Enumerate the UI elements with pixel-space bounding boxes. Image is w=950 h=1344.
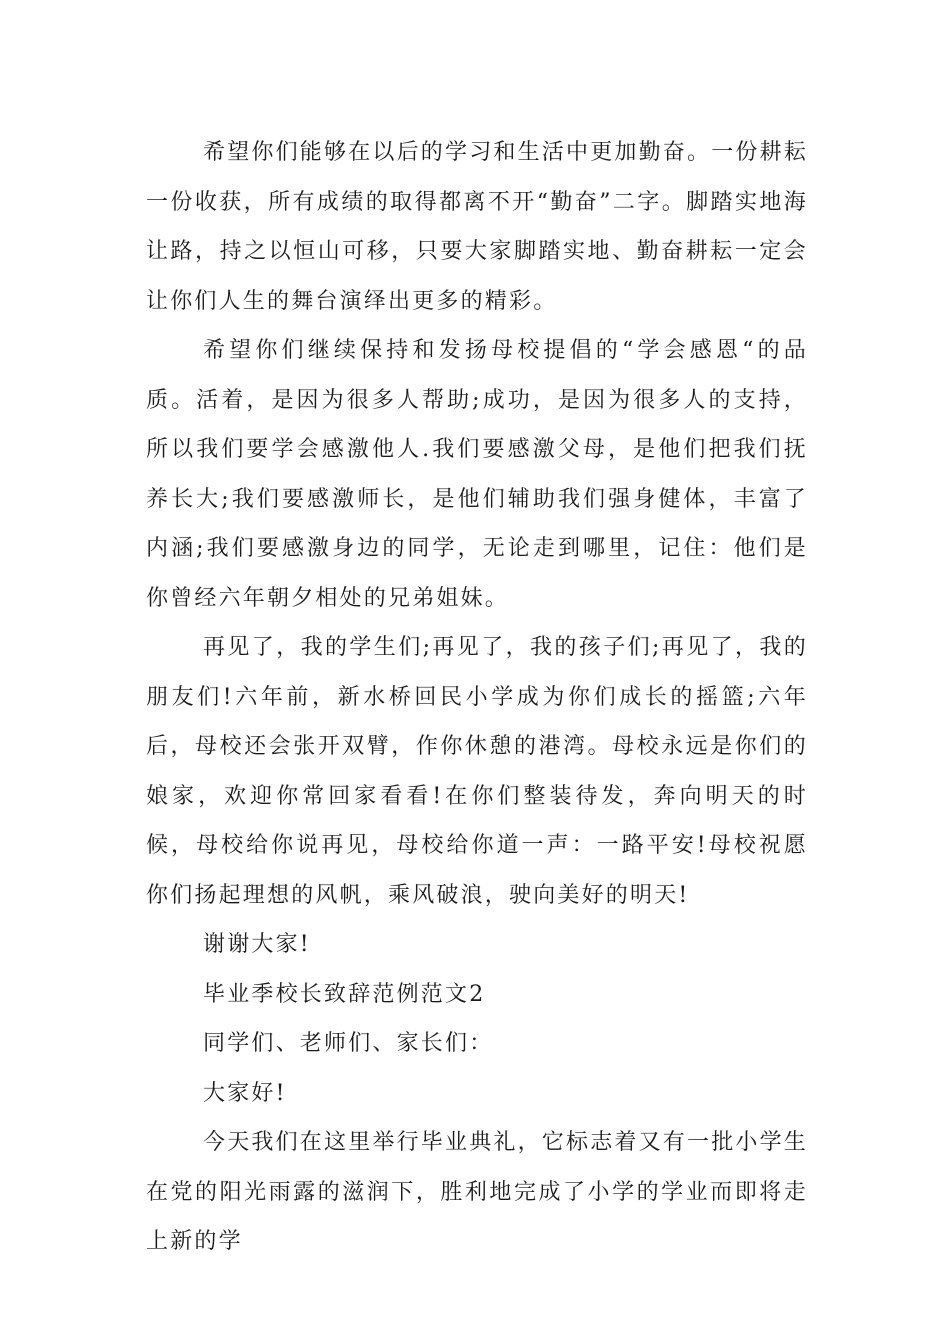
paragraph-diligence: 希望你们能够在以后的学习和生活中更加勤奋。一份耕耘一份收获，所有成绩的取得都离不开“勤奋”二字。脚踏实地海让路，持之以恒山可移，只要大家脚踏实地、勤奋耕耘一定会让你们人生的舞台演绎出更多的精彩。 (146, 140, 809, 314)
paragraph-thanks: 谢谢大家! (203, 932, 311, 957)
paragraph-gratitude: 希望你们继续保持和发扬母校提倡的“学会感恩“的品质。活着，是因为很多人帮助;成功，是因为很多人的支持，所以我们要学会感激他人.我们要感激父母，是他们把我们抚养长大;我们要感激师长，是他们辅助我们强身健体，丰富了内涵;我们要感激身边的同学，无论走到哪里，记住：他们是你曾经六年朝夕相处的兄弟姐妹。 (146, 338, 808, 611)
paragraph-farewell: 再见了，我的学生们;再见了，我的孩子们;再见了，我的朋友们!六年前，新水桥回民小学成为你们成长的摇篮;六年后，母校还会张开双臂，作你休憩的港湾。母校永远是你们的娘家，欢迎你常回家看看!在你们整装待发，奔向明天的时候，母校给你说再见，母校给你道一声：一路平安!母校祝愿你们扬起理想的风帆，乘风破浪，驶向美好的明天! (146, 635, 808, 908)
section-heading: 毕业季校长致辞范例范文2 (203, 981, 486, 1007)
salutation: 同学们、老师们、家长们： (203, 1031, 494, 1056)
document-body (146, 128, 808, 1267)
paragraph-ceremony: 今天我们在这里举行毕业典礼，它标志着又有一批小学生在党的阳光雨露的滋润下，胜利地完成了小学的学业而即将走上新的学 (146, 1130, 809, 1254)
greeting: 大家好! (203, 1080, 287, 1106)
